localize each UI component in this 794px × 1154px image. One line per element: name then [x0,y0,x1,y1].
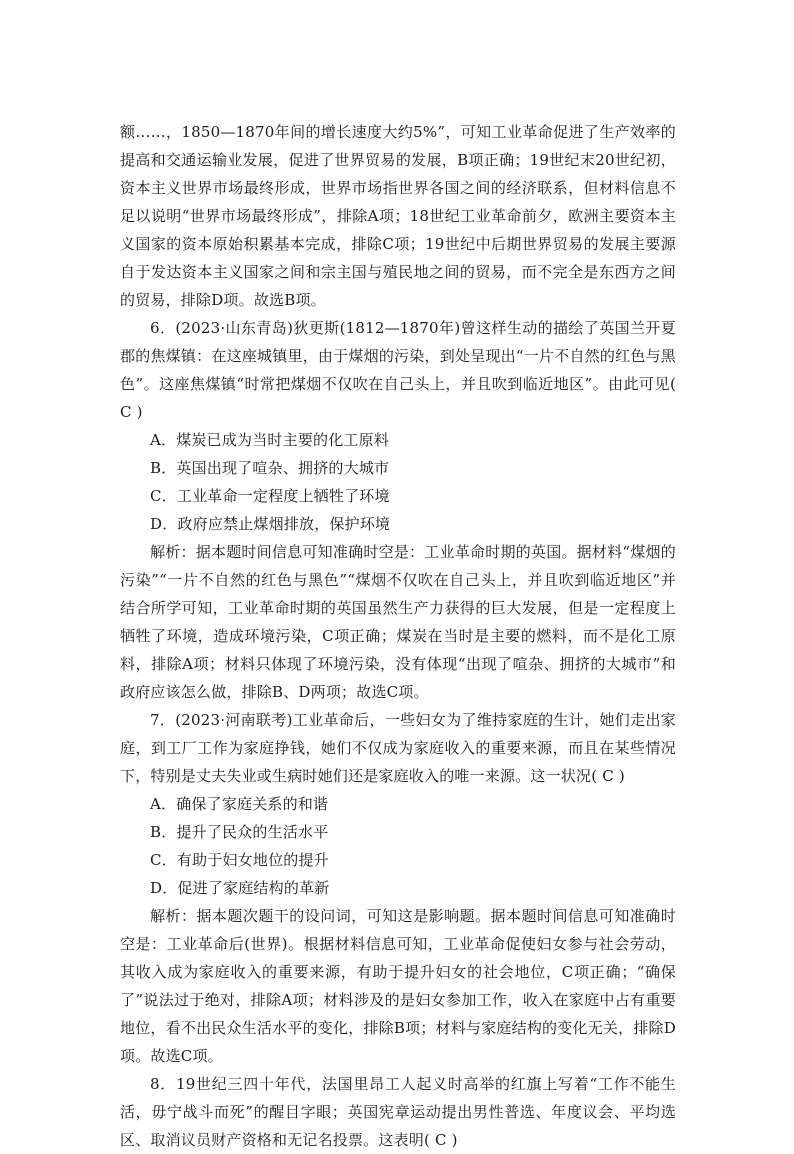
question-8-stem: 8．19世纪三四十年代，法国里昂工人起义时高举的红旗上写着“工作不能生活，毋宁战斗而死”的醒目字眼；英国宪章运动提出男性普选、年度议会、平均选区、取消议员财产资格和无记名投票。这表明( C ) [120,1075,676,1149]
answer-explanation-5-continued: 额……，1850—1870年间的增长速度大约5%”，可知工业革命促进了生产效率的提高和交通运输业发展，促进了世界贸易的发展，B项正确；19世纪末20世纪初，资本主义世界市场最终形成，世界市场指世界各国之间的经济联系，但材料信息不足以说明“世界市场最终形成”，排除A项；18世纪工业革命前夕，欧洲主要资本主义国家的资本原始积累基本完成，排除C项；19世纪中后期世界贸易的发展主要源自于发达资本主义国家之间和宗主国与殖民地之间的贸易，而不完全是东西方之间的贸易，排除D项。故选B项。 [120,123,676,309]
question-6-option-d: D．政府应禁止煤烟排放，保护环境 [150,515,391,533]
question-7-stem: 7．(2023·河南联考)工业革命后，一些妇女为了维持家庭的生计，她们走出家庭，到工厂工作为家庭挣钱，她们不仅成为家庭收入的重要来源，而且在某些情况下，特别是丈夫失业或生病时她们还是家庭收入的唯一来源。这一状况( C ) [120,711,676,785]
question-7-analysis: 解析：据本题次题干的设问词，可知这是影响题。据本题时间信息可知准确时空是：工业革命后(世界)。根据材料信息可知，工业革命促使妇女参与社会劳动，其收入成为家庭收入的重要来源，有助于提升妇女的社会地位，C项正确；“确保了”说法过于绝对，排除A项；材料涉及的是妇女参加工作，收入在家庭中占有重要地位，看不出民众生活水平的变化，排除B项；材料与家庭结构的变化无关，排除D项。故选C项。 [120,907,676,1065]
question-7-option-a: A．确保了家庭关系的和谐 [150,795,329,813]
question-7-option-c: C．有助于妇女地位的提升 [150,851,329,869]
question-6-option-a: A．煤炭已成为当时主要的化工原料 [150,431,390,449]
question-6-analysis: 解析：据本题时间信息可知准确时空是：工业革命时期的英国。据材料“煤烟的污染”“一片不自然的红色与黑色”“煤烟不仅吹在自己头上，并且吹到临近地区”并结合所学可知，工业革命时期的英国虽然生产力获得的巨大发展，但是一定程度上牺牲了环境，造成环境污染，C项正确；煤炭在当时是主要的燃料，而不是化工原料，排除A项；材料只体现了环境污染，没有体现“出现了喧杂、拥挤的大城市”和政府应该怎么做，排除B、D两项；故选C项。 [120,543,676,701]
question-7-option-b: B．提升了民众的生活水平 [150,823,329,841]
question-7-option-d: D．促进了家庭结构的革新 [150,879,330,897]
question-6-option-b: B．英国出现了喧杂、拥挤的大城市 [150,459,390,477]
question-6-stem: 6．(2023·山东青岛)狄更斯(1812—1870年)曾这样生动的描绘了英国兰开夏郡的焦煤镇：在这座城镇里，由于煤烟的污染，到处呈现出“一片不自然的红色与黑色”。这座焦煤镇“时常把煤烟不仅吹在自己头上，并且吹到临近地区”。由此可见( C ) [120,319,676,421]
document-page [120,118,676,1154]
question-6-option-c: C．工业革命一定程度上牺牲了环境 [150,487,390,505]
